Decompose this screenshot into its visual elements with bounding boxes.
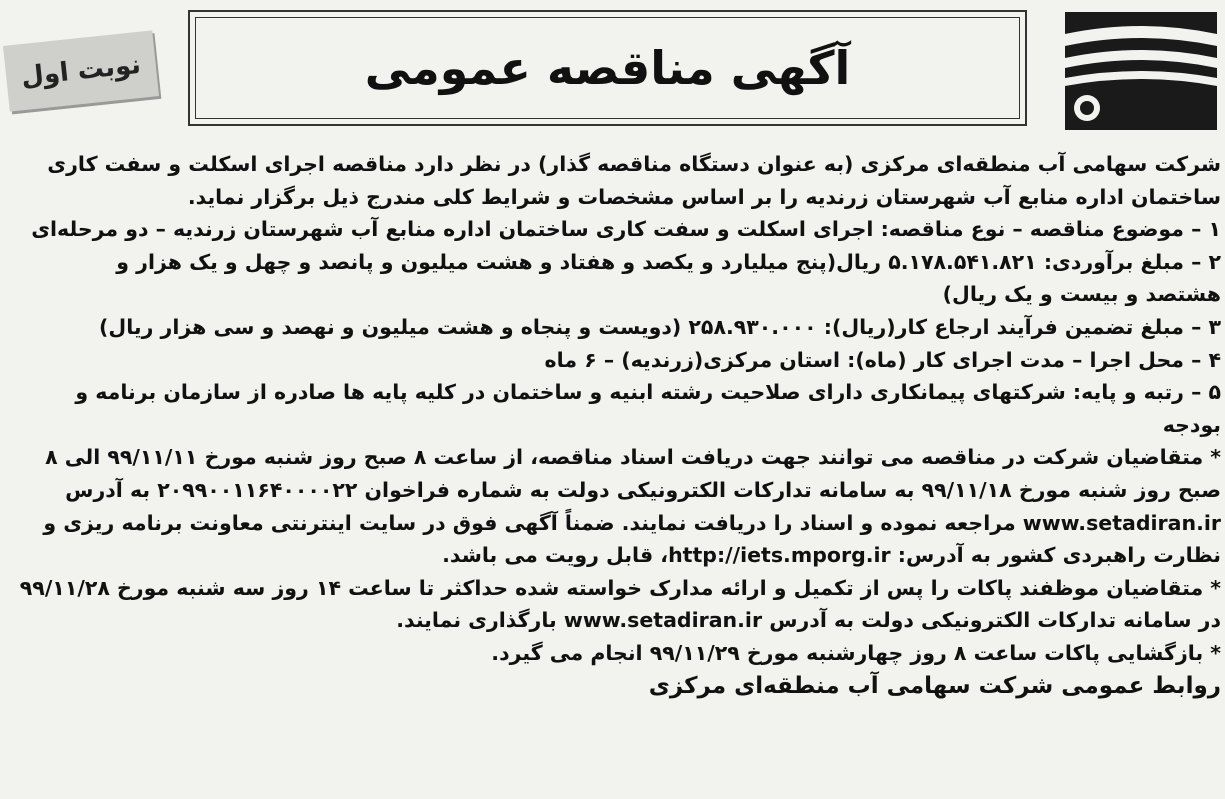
item-4-text: استان مرکزی(زرندیه) – ۶ ماه [544, 347, 841, 372]
item-4-number: ۴ – [1191, 347, 1221, 372]
note-line-1: * متقاضیان شرکت در مناقصه می توانند جهت دریافت اسناد مناقصه، از ساعت ۸ صبح روز شنبه مورخ ۹۹/۱۱/۱۱ الی ۸ [45, 445, 1221, 470]
item-3-label: مبلغ تضمین فرآیند ارجاع کار(ریال): [823, 314, 1184, 339]
item-3-text: ۲۵۸.۹۳۰.۰۰۰ (دویست و پنجاه و هشت میلیون و نهصد و سی هزار ریال) [99, 314, 817, 339]
item-5-label: رتبه و پایه: [1072, 380, 1184, 405]
item-3-number: ۳ – [1191, 314, 1221, 339]
note-line-7: * بازگشایی پاکات ساعت ۸ روز چهارشنبه مورخ ۹۹/۱۱/۲۹ انجام می گیرد. [491, 640, 1221, 665]
note-line-4: نظارت راهبردی کشور به آدرس: http://iets.mporg.ir، قابل رویت می باشد. [442, 543, 1221, 568]
page-title: آگهی مناقصه عمومی [364, 41, 851, 95]
item-1-number: ۱ – [1191, 217, 1221, 242]
item-2-continued: هشتصد و بیست و یک ریال) [942, 282, 1221, 307]
item-2-number: ۲ – [1191, 249, 1221, 274]
item-5 [4, 376, 1221, 409]
item-4-label: محل اجرا – مدت اجرای کار (ماه): [847, 347, 1184, 372]
note-line-2: صبح روز شنبه مورخ ۹۹/۱۱/۱۸ به سامانه تدارکات الکترونیکی دولت به شماره فراخوان ۲۰۹۹۰۰۱۱۶۴۰۰۰۰۲۲ به آدرس [65, 477, 1221, 502]
item-5-number: ۵ – [1191, 380, 1221, 405]
signature: روابط عمومی شرکت سهامی آب منطقه‌ای مرکزی [648, 672, 1221, 699]
note-line-5: * متقاضیان موظفند پاکات را پس از تکمیل و ارائه مدارک خواسته شده حداکثر تا ساعت ۱۴ روز سه شنبه مورخ ۹۹/۱۱/۲۸ [19, 575, 1221, 600]
item-4 [4, 344, 1221, 377]
item-2-text: ۵.۱۷۸.۵۴۱.۸۲۱ ریال(پنج میلیارد و یکصد و هفتاد و هشت میلیون و پانصد و چهل و یک هزار و [116, 249, 1037, 274]
item-2-label: مبلغ برآوردی: [1043, 249, 1184, 274]
item-1-label: موضوع مناقصه – نوع مناقصه: [880, 217, 1184, 242]
edition-badge: نوبت اول [3, 30, 159, 111]
intro-line-1: شرکت سهامی آب منطقه‌ای مرکزی (به عنوان دستگاه مناقصه گذار) در نظر دارد مناقصه اجرای اسکلت و سفت کاری [47, 152, 1221, 176]
item-5-text: شرکتهای پیمانکاری دارای صلاحیت رشته ابنیه و ساختمان در کلیه پایه ها صادره از سازمان برنامه و [75, 380, 1066, 405]
note-line-6: در سامانه تدارکات الکترونیکی دولت به آدرس www.setadiran.ir بارگذاری نمایند. [396, 608, 1221, 633]
item-1 [4, 213, 1221, 246]
note-line-3: www.setadiran.ir مراجعه نموده و اسناد را دریافت نمایند. ضمناً آگهی فوق در سایت اینترنتی معاونت برنامه ریزی و [43, 510, 1221, 535]
title-frame [188, 10, 1027, 126]
item-2 [4, 246, 1221, 279]
notice-body [4, 148, 1221, 702]
item-5-continued: بودجه [1162, 412, 1221, 437]
item-1-text: اجرای اسکلت و سفت کاری ساختمان اداره منابع آب شهرستان زرندیه – دو مرحله‌ای [31, 217, 874, 242]
header [0, 0, 1225, 150]
intro-line-2: ساختمان اداره منابع آب شهرستان زرندیه را بر اساس مشخصات و شرایط کلی مندرج ذیل برگزار نماید. [187, 184, 1221, 209]
water-company-logo-icon [1065, 12, 1217, 130]
item-3 [4, 311, 1221, 344]
